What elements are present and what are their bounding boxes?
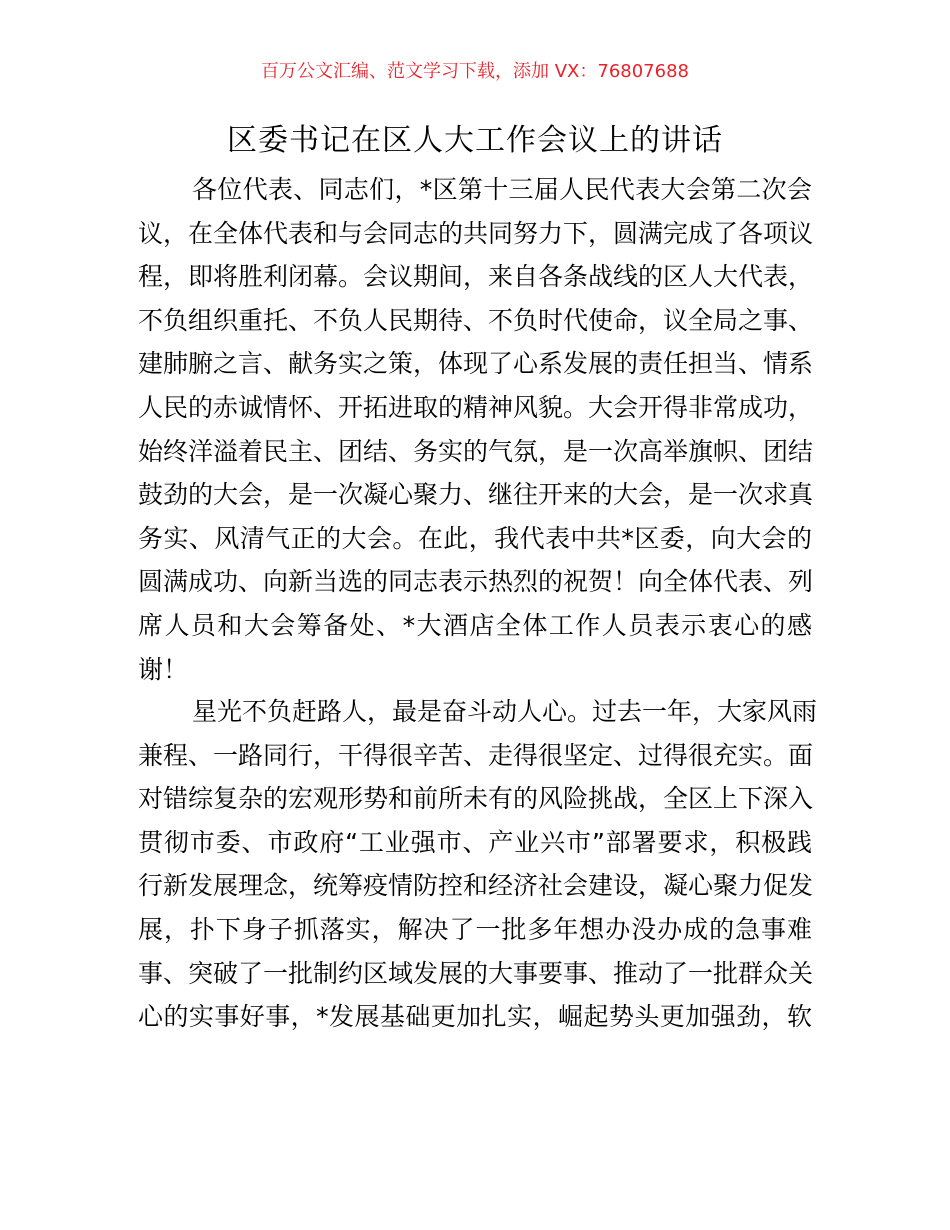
text-line: 贯彻市委、市政府“工业强市、产业兴市”部署要求，积极践 <box>138 827 812 857</box>
text-line: 建肺腑之言、献务实之策，体现了心系发展的责任担当、情系 <box>138 349 814 379</box>
text-line: 议，在全体代表和与会同志的共同努力下，圆满完成了各项议 <box>138 218 814 248</box>
paragraph-1 <box>138 168 812 691</box>
text-line: 席人员和大会筹备处、*大酒店全体工作人员表示衷心的感 <box>138 610 812 640</box>
text-line: 事、突破了一批制约区域发展的大事要事、推动了一批群众关 <box>138 958 814 988</box>
text-line: 对错综复杂的宏观形势和前所未有的风险挑战，全区上下深入 <box>138 784 814 814</box>
text-line: 人民的赤诚情怀、开拓进取的精神风貌。大会开得非常成功， <box>138 392 814 422</box>
text-line: 始终洋溢着民主、团结、务实的气氛，是一次高举旗帜、团结 <box>138 436 814 466</box>
text-line: 程，即将胜利闭幕。会议期间，来自各条战线的区人大代表， <box>138 262 814 292</box>
text-line: 展，扑下身子抓落实，解决了一批多年想办没办成的急事难 <box>138 914 812 944</box>
text-line: 心的实事好事，*发展基础更加扎实，崛起势头更加强劲，软 <box>138 1002 812 1032</box>
watermark-banner: 百万公文汇编、范文学习下载，添加 VX：76807688 <box>261 61 689 82</box>
text-line: 鼓劲的大会，是一次凝心聚力、继往开来的大会，是一次求真 <box>138 480 814 510</box>
text-line: 各位代表、同志们，*区第十三届人民代表大会第二次会 <box>192 175 812 204</box>
text-line: 星光不负赶路人，最是奋斗动人心。过去一年，大家风雨 <box>192 697 818 726</box>
text-line: 不负组织重托、不负人民期待、不负时代使命，议全局之事、 <box>138 305 814 335</box>
text-line: 谢！ <box>138 654 189 684</box>
text-line: 务实、风清气正的大会。在此，我代表中共*区委，向大会的 <box>138 523 812 553</box>
text-line: 行新发展理念，统筹疫情防控和经济社会建设，凝心聚力促发 <box>138 871 814 901</box>
text-line: 兼程、一路同行，干得很辛苦、走得很坚定、过得很充实。面 <box>138 740 814 770</box>
paragraph-2 <box>138 690 818 1039</box>
document-title: 区委书记在区人大工作会议上的讲话 <box>227 123 723 158</box>
text-line: 圆满成功、向新当选的同志表示热烈的祝贺！向全体代表、列 <box>138 567 814 597</box>
